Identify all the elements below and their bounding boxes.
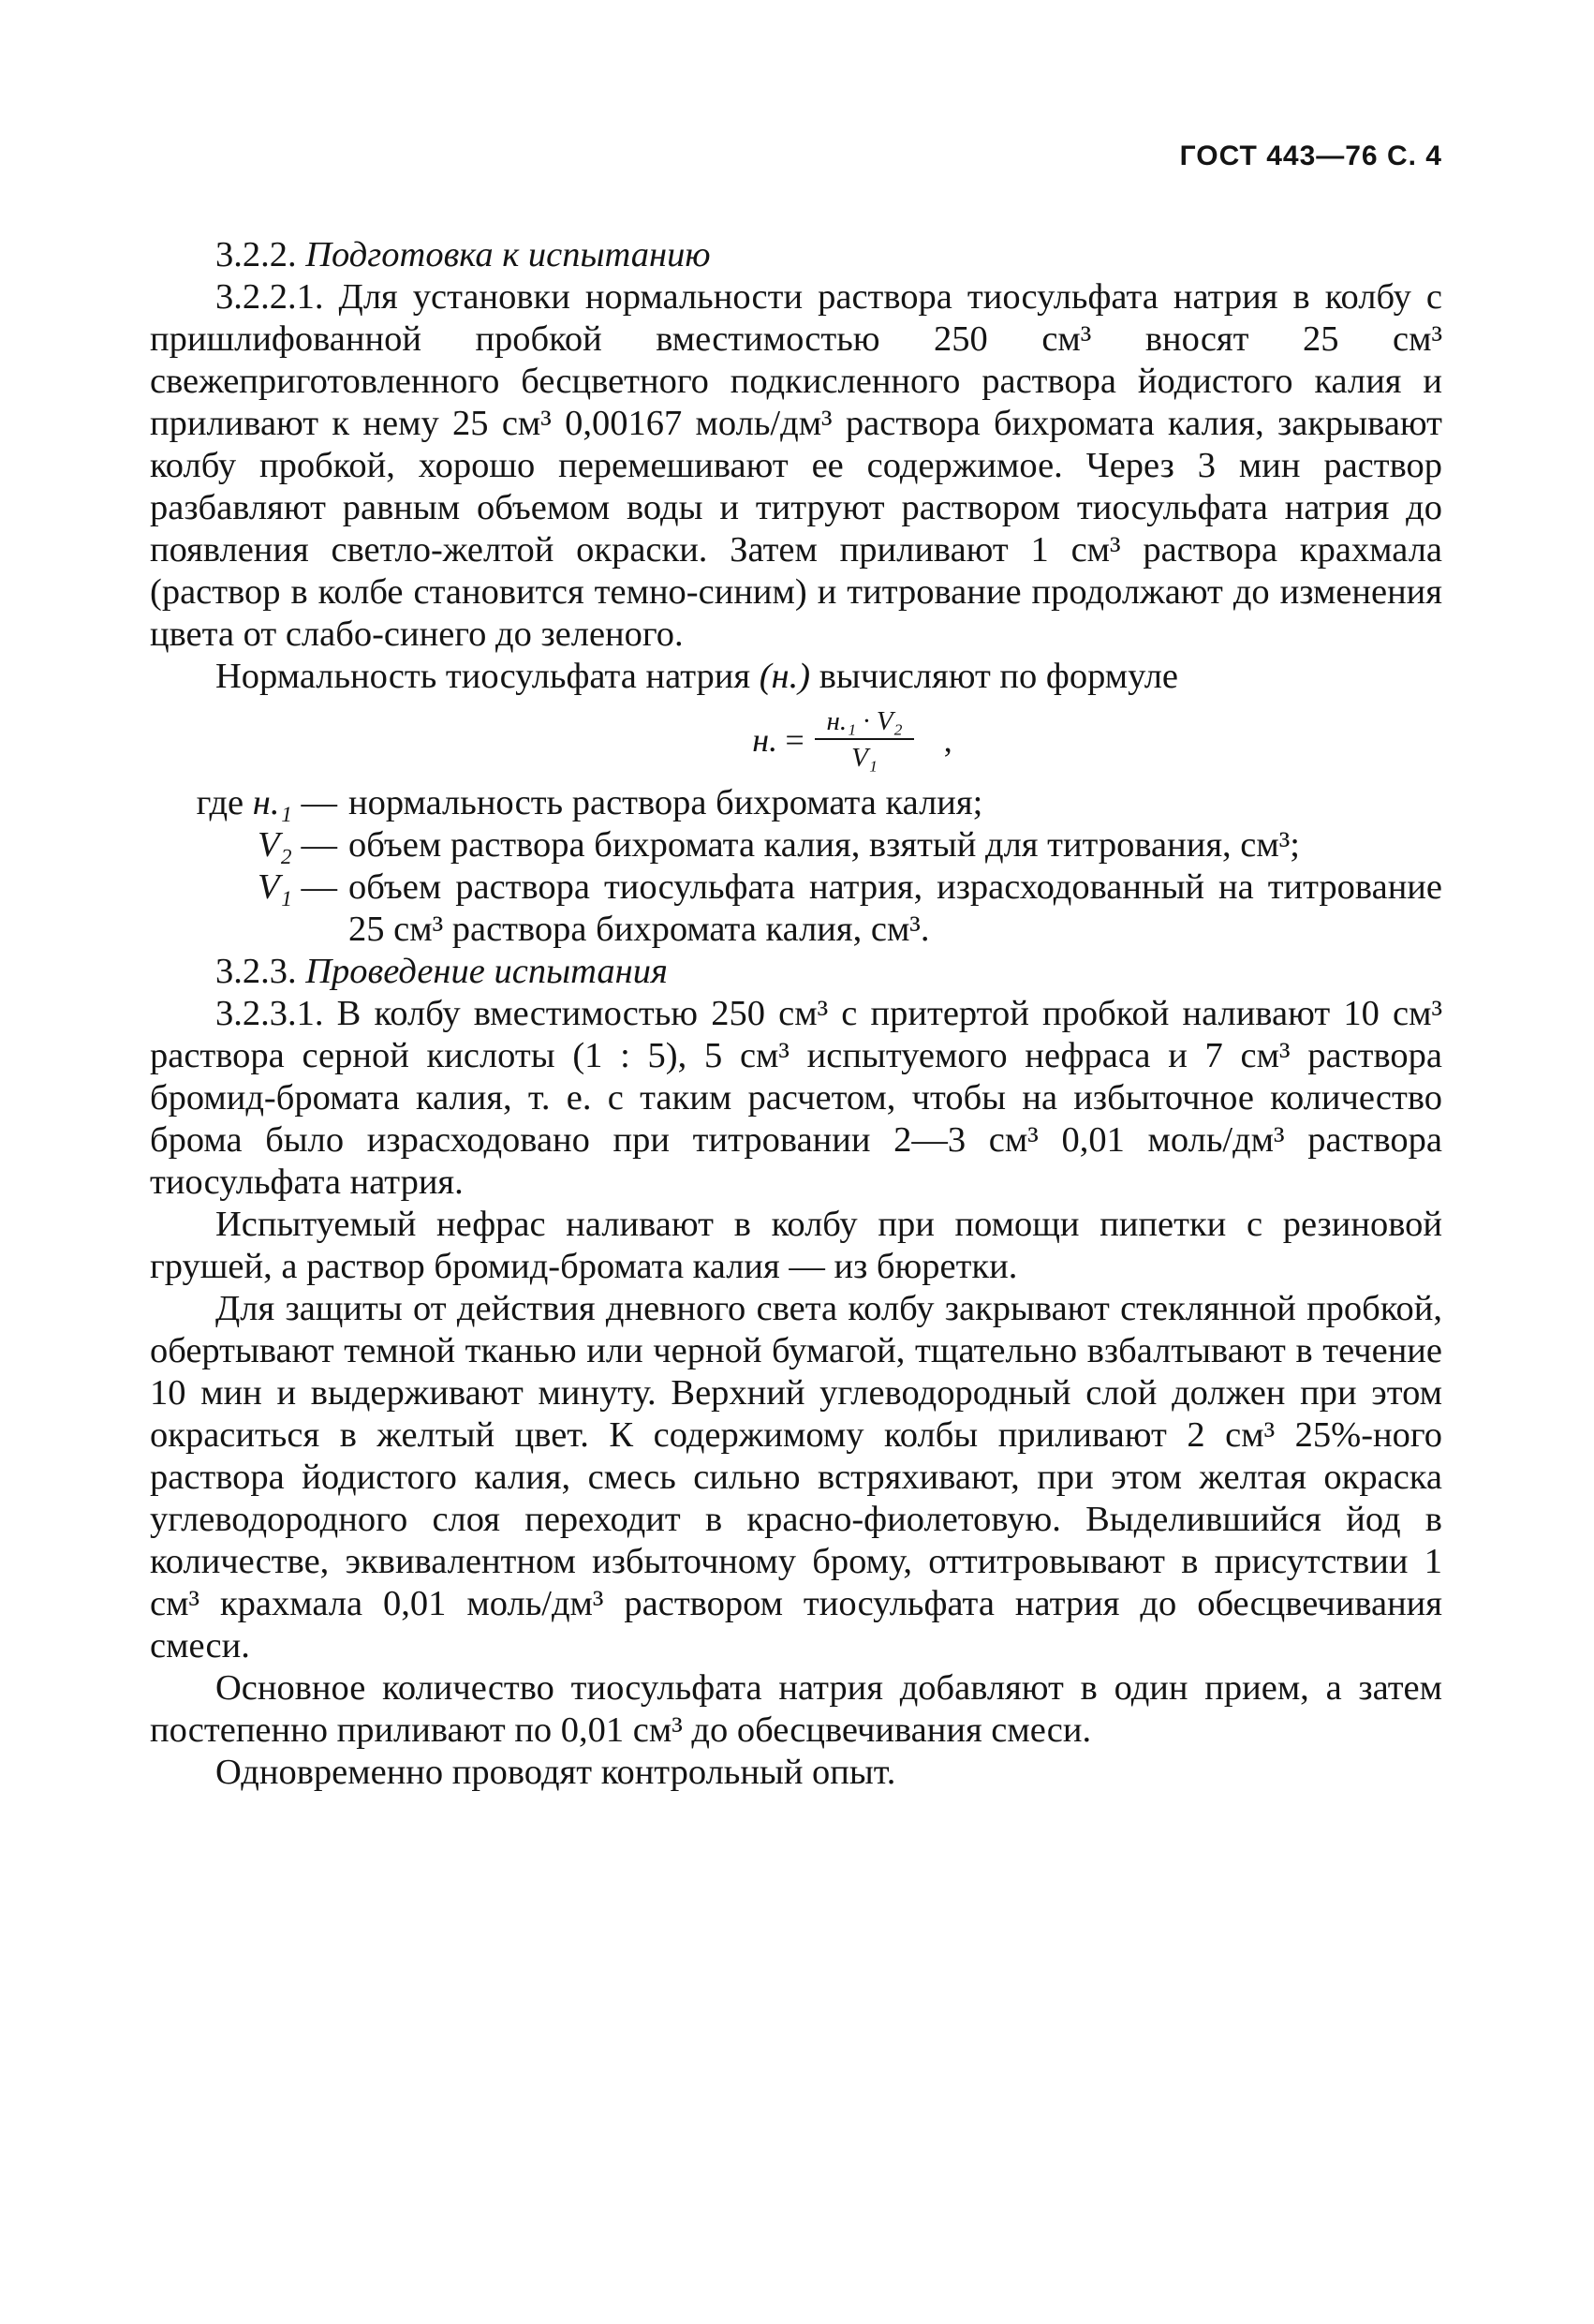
section-heading-3-2-2 bbox=[150, 234, 1442, 276]
definition-symbol: V₁ bbox=[257, 867, 292, 907]
definition-text: нормальность раствора бихромата калия; bbox=[348, 783, 983, 822]
paragraph-formula-intro bbox=[150, 656, 1442, 698]
page-number: С. 4 bbox=[1386, 141, 1442, 171]
page-header bbox=[1180, 141, 1442, 172]
document-page bbox=[150, 141, 1442, 2248]
definition-text: объем раствора бихромата калия, взятый для титрования, см³; bbox=[348, 825, 1300, 865]
definition-text: объем раствора тиосульфата натрия, израсходованный на титрование 25 см³ раствора бихромата калия, см³. bbox=[348, 867, 1442, 949]
formula-lhs: н. bbox=[752, 720, 778, 759]
formula-comma: , bbox=[943, 720, 952, 759]
paragraph-3-2-2-1: 3.2.2.1. Для установки нормальности раствора тиосульфата натрия в колбу с пришлифованной пробкой вместимостью 250 см³ вносят 25 см³ свежеприготовленного бесцветного подкисленного раствора йодистого калия и приливают к нему 25 см³ 0,00167 моль/дм³ раствора бихромата калия, закрывают колбу пробкой, хорошо перемешивают ее содержимое. Через 3 мин раствор разбавляют равным объемом воды и титруют раствором тиосульфата натрия до появления светло-желтой окраски. Затем приливают 1 см³ раствора крахмала (раствор в колбе становится темно-синим) и титрование продолжают до изменения цвета от слабо-синего до зеленого. bbox=[150, 277, 1442, 654]
heading-title: Подготовка к испытанию bbox=[305, 235, 711, 274]
definition-prefix: где bbox=[196, 783, 253, 822]
definition-dash: — bbox=[291, 825, 337, 865]
paragraph-sample-addition: Испытуемый нефрас наливают в колбу при помощи пипетки с резиновой грушей, а раствор бромид-бромата калия — из бюретки. bbox=[150, 1205, 1442, 1286]
standard-code: ГОСТ 443—76 bbox=[1179, 141, 1379, 171]
definition-symbol: н.₁ bbox=[252, 783, 292, 822]
normality-formula bbox=[262, 698, 1442, 782]
definition-term bbox=[150, 782, 348, 824]
formula-denominator: V₁ bbox=[851, 743, 878, 773]
body-text bbox=[150, 234, 1442, 1794]
definition-term bbox=[150, 824, 348, 866]
paragraph-control-test: Одновременно проводят контрольный опыт. bbox=[215, 1753, 896, 1792]
formula-intro-text-b: вычисляют по формуле bbox=[819, 657, 1178, 696]
formula-intro-text-a: Нормальность тиосульфата натрия bbox=[215, 657, 751, 696]
formula-equals: = bbox=[783, 720, 806, 759]
section-heading-3-2-3 bbox=[150, 951, 1442, 993]
normality-symbol: (н.) bbox=[759, 657, 811, 696]
heading-number: 3.2.2. bbox=[215, 235, 297, 274]
definition-dash: — bbox=[291, 867, 337, 907]
formula-numerator: н.₁ · V₂ bbox=[815, 706, 913, 740]
formula-fraction bbox=[815, 706, 913, 774]
paragraph-light-protection: Для защиты от действия дневного света колбу закрывают стеклянной пробкой, обертывают темной тканью или черной бумагой, тщательно взбалтывают в течение 10 мин и выдерживают минуту. Верхний углеводородный слой должен при этом окраситься в желтый цвет. К содержимому колбы приливают 2 см³ 25%-ного раствора йодистого калия, смесь сильно встряхивают, при этом желтая окраска углеводородного слоя переходит в красно-фиолетовую. Выделившийся йод в количестве, эквивалентном избыточному брому, оттитровывают в присутствии 1 см³ крахмала 0,01 моль/дм³ раствором тиосульфата натрия до обесцвечивания смеси. bbox=[150, 1289, 1442, 1665]
paragraph-thiosulfate-addition: Основное количество тиосульфата натрия добавляют в один прием, а затем постепенно приливают по 0,01 см³ до обесцвечивания смеси. bbox=[150, 1668, 1442, 1750]
definition-dash: — bbox=[291, 783, 337, 822]
heading-number: 3.2.3. bbox=[215, 952, 297, 991]
definition-symbol: V₂ bbox=[257, 825, 292, 865]
variable-definitions bbox=[150, 782, 1442, 951]
paragraph-3-2-3-1: 3.2.3.1. В колбу вместимостью 250 см³ с притертой пробкой наливают 10 см³ раствора серной кислоты (1 : 5), 5 см³ испытуемого нефраса и 7 см³ раствора бромид-бромата калия, т. е. с таким расчетом, чтобы на избыточное количество брома было израсходовано при титровании 2—3 см³ 0,01 моль/дм³ раствора тиосульфата натрия. bbox=[150, 994, 1442, 1202]
definition-term bbox=[150, 866, 348, 951]
heading-title: Проведение испытания bbox=[305, 952, 668, 991]
